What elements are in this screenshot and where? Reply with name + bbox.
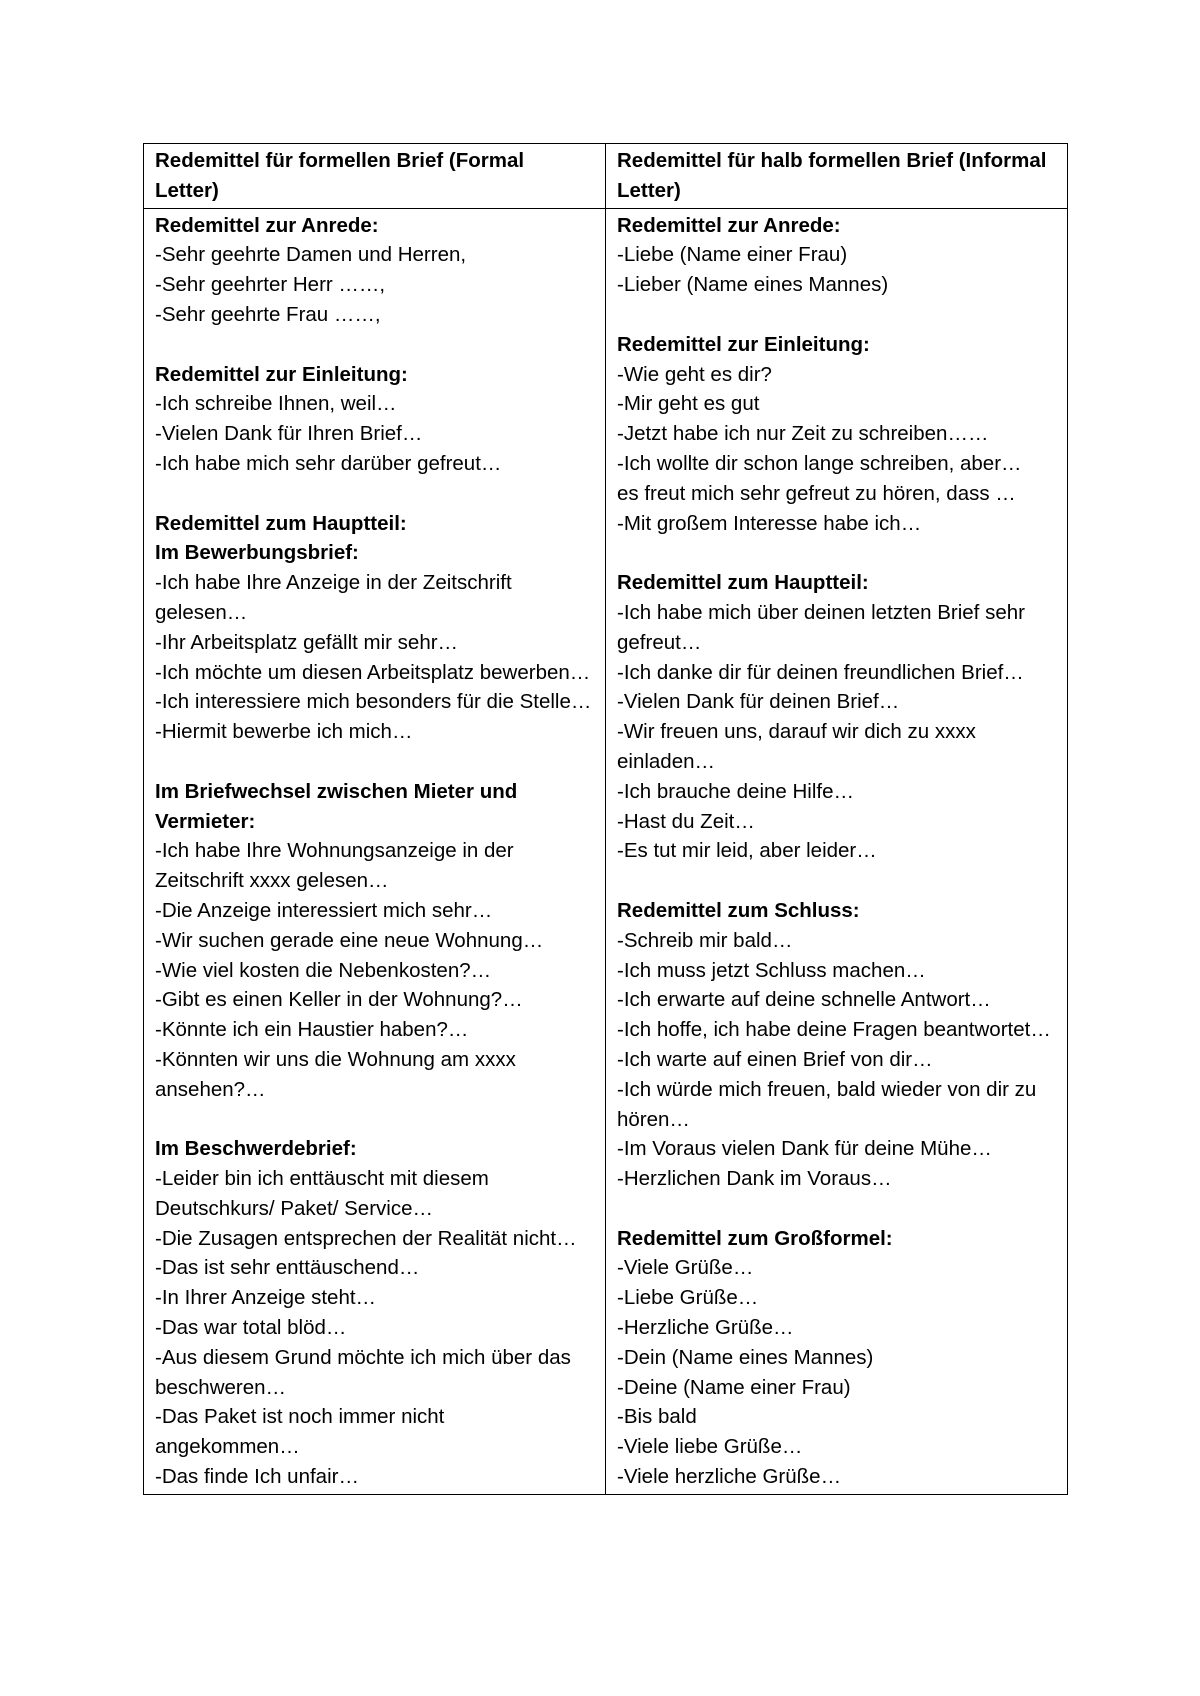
spacer	[617, 866, 1055, 896]
informal-schluss-item: -Im Voraus vielen Dank für deine Mühe…	[617, 1137, 992, 1161]
formal-beschwerde-item: -Leider bin ich enttäuscht mit diesem Deutschkurs/ Paket/ Service…	[155, 1167, 489, 1220]
formal-hauptteil-heading: Redemittel zum Hauptteil:	[155, 511, 407, 535]
formal-beschwerde-item: -Die Zusagen entsprechen der Realität nicht…	[155, 1226, 577, 1250]
informal-hauptteil-item: -Vielen Dank für deinen Brief…	[617, 690, 900, 714]
spacer	[155, 330, 593, 360]
informal-anrede-item: -Liebe (Name einer Frau)	[617, 243, 848, 267]
informal-hauptteil-item: -Wir freuen uns, darauf wir dich zu xxxx einladen…	[617, 720, 976, 773]
formal-einleitung-item: -Ich schreibe Ihnen, weil…	[155, 392, 397, 416]
formal-mieter-item: -Könnte ich ein Haustier haben?…	[155, 1018, 469, 1042]
formal-anrede-item: -Sehr geehrte Damen und Herren,	[155, 243, 467, 267]
informal-grussformel-item: -Viele herzliche Grüße…	[617, 1465, 842, 1489]
informal-schluss-item: -Ich erwarte auf deine schnelle Antwort…	[617, 988, 991, 1012]
informal-grussformel-item: -Viele Grüße…	[617, 1256, 754, 1280]
informal-grussformel-item: -Viele liebe Grüße…	[617, 1435, 803, 1459]
informal-einleitung-item: es freut mich sehr gefreut zu hören, dass …	[617, 481, 1016, 505]
formal-bewerbung-item: -Ich habe Ihre Anzeige in der Zeitschrift gelesen…	[155, 571, 512, 624]
formal-einleitung-item: -Ich habe mich sehr darüber gefreut…	[155, 451, 502, 475]
formal-beschwerde-heading: Im Beschwerdebrief:	[155, 1137, 357, 1161]
informal-einleitung-item: -Wie geht es dir?	[617, 362, 772, 386]
formal-beschwerde-item: -In Ihrer Anzeige steht…	[155, 1286, 377, 1310]
redemittel-table	[143, 143, 1068, 1495]
content-row	[144, 208, 1068, 1494]
informal-einleitung-item: -Mit großem Interesse habe ich…	[617, 511, 922, 535]
formal-column	[144, 208, 606, 1494]
header-row	[144, 144, 1068, 209]
formal-bewerbung-item: -Ihr Arbeitsplatz gefällt mir sehr…	[155, 630, 459, 654]
formal-mieter-item: -Ich habe Ihre Wohnungsanzeige in der Zeitschrift xxxx gelesen…	[155, 839, 514, 893]
informal-grussformel-item: -Liebe Grüße…	[617, 1286, 759, 1310]
informal-einleitung-item: -Jetzt habe ich nur Zeit zu schreiben……	[617, 422, 989, 446]
formal-mieter-item: -Gibt es einen Keller in der Wohnung?…	[155, 988, 523, 1012]
informal-schluss-heading: Redemittel zum Schluss:	[617, 898, 860, 922]
informal-schluss-item: -Ich hoffe, ich habe deine Fragen beantwortet…	[617, 1018, 1051, 1042]
header-informal: Redemittel für halb formellen Brief (Informal Letter)	[606, 144, 1068, 209]
informal-schluss-item: -Schreib mir bald…	[617, 928, 793, 952]
formal-mieter-heading: Im Briefwechsel zwischen Mieter und Vermieter:	[155, 779, 518, 833]
informal-hauptteil-heading: Redemittel zum Hauptteil:	[617, 571, 869, 595]
formal-anrede-heading: Redemittel zur Anrede:	[155, 213, 379, 237]
informal-grussformel-heading: Redemittel zum Großformel:	[617, 1226, 893, 1250]
formal-anrede-item: -Sehr geehrter Herr ……,	[155, 273, 386, 297]
informal-schluss-item: -Herzlichen Dank im Voraus…	[617, 1167, 892, 1191]
spacer	[155, 747, 593, 777]
informal-hauptteil-item: -Hast du Zeit…	[617, 809, 755, 833]
formal-mieter-item: -Wir suchen gerade eine neue Wohnung…	[155, 928, 544, 952]
formal-mieter-item: -Wie viel kosten die Nebenkosten?…	[155, 958, 492, 982]
formal-bewerbung-item: -Ich möchte um diesen Arbeitsplatz bewerben…	[155, 660, 591, 684]
formal-einleitung-item: -Vielen Dank für Ihren Brief…	[155, 422, 423, 446]
formal-beschwerde-item: -Aus diesem Grund möchte ich mich über das beschweren…	[155, 1345, 571, 1399]
formal-beschwerde-item: -Das ist sehr enttäuschend…	[155, 1256, 420, 1280]
informal-einleitung-item: -Mir geht es gut	[617, 392, 760, 416]
spacer	[617, 538, 1055, 568]
informal-hauptteil-item: -Ich danke dir für deinen freundlichen Brief…	[617, 660, 1024, 684]
header-formal: Redemittel für formellen Brief (Formal Letter)	[144, 144, 606, 209]
informal-anrede-item: -Lieber (Name eines Mannes)	[617, 273, 889, 297]
spacer	[617, 300, 1055, 330]
informal-grussformel-item: -Deine (Name einer Frau)	[617, 1375, 851, 1399]
informal-grussformel-item: -Herzliche Grüße…	[617, 1316, 794, 1340]
informal-hauptteil-item: -Es tut mir leid, aber leider…	[617, 839, 877, 863]
informal-einleitung-item: -Ich wollte dir schon lange schreiben, aber…	[617, 451, 1022, 475]
formal-mieter-item: -Die Anzeige interessiert mich sehr…	[155, 898, 493, 922]
spacer	[617, 1194, 1055, 1224]
informal-anrede-heading: Redemittel zur Anrede:	[617, 213, 841, 237]
informal-schluss-item: -Ich warte auf einen Brief von dir…	[617, 1047, 933, 1071]
spacer	[155, 1105, 593, 1135]
informal-grussformel-item: -Bis bald	[617, 1405, 697, 1429]
formal-beschwerde-item: -Das war total blöd…	[155, 1316, 347, 1340]
informal-hauptteil-item: -Ich habe mich über deinen letzten Brief sehr gefreut…	[617, 600, 1025, 654]
informal-schluss-item: -Ich würde mich freuen, bald wieder von dir zu hören…	[617, 1077, 1037, 1131]
formal-beschwerde-item: -Das finde Ich unfair…	[155, 1465, 359, 1489]
informal-schluss-item: -Ich muss jetzt Schluss machen…	[617, 958, 926, 982]
formal-bewerbung-item: -Hiermit bewerbe ich mich…	[155, 720, 413, 744]
formal-mieter-item: -Könnten wir uns die Wohnung am xxxx ansehen?…	[155, 1047, 516, 1101]
informal-grussformel-item: -Dein (Name eines Mannes)	[617, 1345, 874, 1369]
spacer	[155, 479, 593, 509]
formal-bewerbung-item: -Ich interessiere mich besonders für die Stelle…	[155, 690, 592, 714]
informal-einleitung-heading: Redemittel zur Einleitung:	[617, 332, 870, 356]
formal-beschwerde-item: -Das Paket ist noch immer nicht angekommen…	[155, 1405, 445, 1459]
formal-einleitung-heading: Redemittel zur Einleitung:	[155, 362, 408, 386]
informal-column	[606, 208, 1068, 1494]
informal-hauptteil-item: -Ich brauche deine Hilfe…	[617, 779, 855, 803]
formal-bewerbung-heading: Im Bewerbungsbrief:	[155, 541, 359, 565]
formal-anrede-item: -Sehr geehrte Frau ……,	[155, 302, 381, 326]
